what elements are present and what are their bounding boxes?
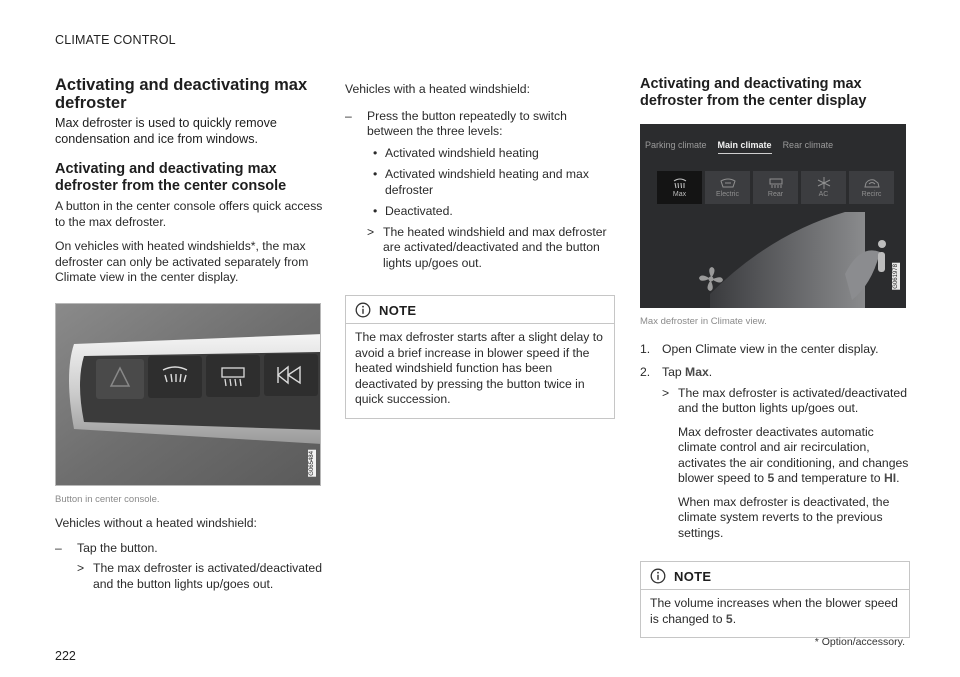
screen-code: G061978 (893, 264, 899, 289)
figure-code: G065484 (309, 450, 315, 476)
console-step: – Tap the button. (55, 541, 325, 557)
note-box-delay (345, 295, 615, 419)
tab-rear-climate[interactable]: Rear climate (782, 140, 834, 150)
column-3 (640, 76, 910, 638)
max-defroster-button[interactable]: Max (657, 171, 702, 204)
subsection-title-console: Activating and deactivating max defroster from the center console (55, 161, 287, 194)
climate-screen (640, 124, 906, 308)
console-para-2: On vehicles with heated windshields*, the max defroster can only be activated separately from Climate view in the center display. (55, 239, 309, 284)
fan-icon[interactable] (698, 266, 724, 292)
console-button-illustration (56, 304, 321, 486)
heated-step: – Press the button repeatedly to switch between the three levels: (345, 109, 615, 140)
level-item: • Deactivated. (373, 204, 453, 218)
level-item: • Activated windshield heating (373, 145, 539, 160)
no-heated-windshield-label: Vehicles without a heated windshield: (55, 516, 257, 530)
column-1 (55, 76, 325, 592)
climate-buttons (657, 171, 894, 204)
heated-result: > The heated windshield and max defroster are activated/deactivated and the button lights up/goes out. (367, 224, 607, 270)
electric-windshield-button[interactable]: Electric (705, 171, 750, 204)
column-2 (345, 82, 615, 419)
heated-windshield-label: Vehicles with a heated windshield: (345, 82, 530, 96)
section-title: Activating and deactivating max defroster (55, 76, 308, 112)
console-figure-caption: Button in center console. (55, 493, 160, 505)
display-result: > The max defroster is activated/deactivated and the button lights up/goes out. (662, 385, 907, 415)
note-box-volume (640, 561, 910, 638)
recirc-button[interactable]: Recirc (849, 171, 894, 204)
note-text: The max defroster starts after a slight delay to avoid a brief increase in blower speed if the heated windshield function has been deactivated by pressing the button twice in quick succession. (355, 330, 603, 406)
windshield-heat-icon (720, 178, 736, 189)
console-button-photo (55, 303, 321, 486)
recirculation-icon (863, 178, 881, 189)
intro-text: Max defroster is used to quickly remove condensation and ice from windows. (55, 116, 277, 146)
screen-caption: Max defroster in Climate view. (640, 316, 767, 327)
tab-main-climate[interactable]: Main climate (718, 140, 772, 154)
info-icon (355, 302, 371, 318)
console-result: > The max defroster is activated/deactivated and the button lights up/goes out. (77, 561, 322, 591)
note-header (346, 296, 614, 324)
console-para-1: A button in the center console offers quick access to the max defroster. (55, 199, 323, 229)
running-header: CLIMATE CONTROL (55, 33, 176, 47)
rear-defroster-icon (768, 178, 784, 189)
ac-button[interactable]: AC (801, 171, 846, 204)
display-revert: When max defroster is deactivated, the climate system reverts to the previous settings. (678, 494, 890, 540)
max-defroster-icon (672, 178, 688, 189)
note-text: The volume increases when the blower speed is changed to 5. (650, 596, 898, 626)
snowflake-icon (817, 177, 831, 189)
display-step-1: 1. Open Climate view in the center display. (640, 341, 879, 356)
level-item: • Activated windshield heating and max defroster (373, 167, 589, 197)
note-header (641, 562, 909, 590)
rear-defroster-button[interactable]: Rear (753, 171, 798, 204)
page-number: 222 (55, 649, 76, 663)
display-step-2: 2. Tap Max. (640, 365, 713, 379)
note-title: NOTE (379, 302, 417, 318)
option-accessory-note: * Option/accessory. (814, 636, 905, 648)
tab-parking-climate[interactable]: Parking climate (645, 140, 707, 150)
climate-tabs (645, 140, 833, 154)
display-detail: Max defroster deactivates automatic climate control and air recirculation, activates the air conditioning, and changes blower speed to 5 and temperature to HI. (678, 424, 909, 485)
note-title: NOTE (674, 568, 712, 584)
subsection-title-display: Activating and deactivating max defroster from the center display (640, 76, 867, 109)
info-icon (650, 568, 666, 584)
